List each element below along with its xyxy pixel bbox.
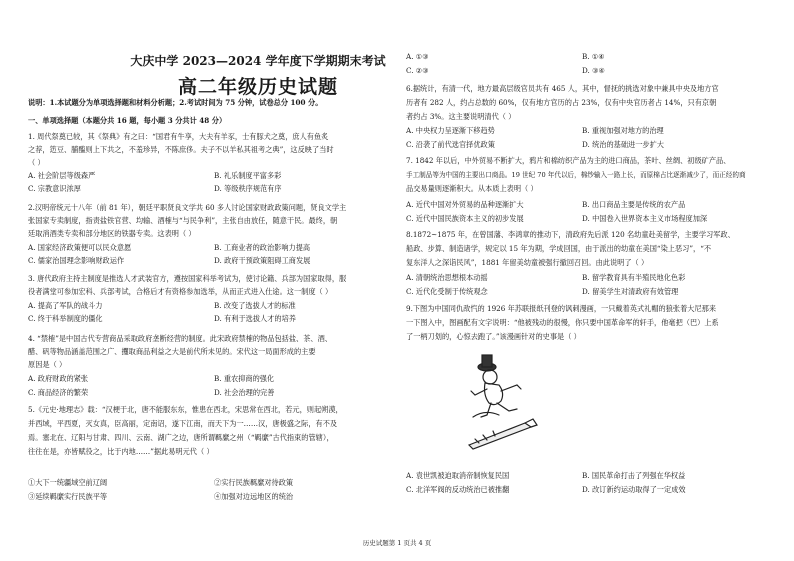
- question-text-line: 原因是（ ）: [28, 360, 67, 369]
- option-c[interactable]: C. 沿袭了前代选官择优政策: [406, 140, 495, 149]
- option-b[interactable]: B. ①④: [582, 52, 605, 61]
- question-text-line: 2.汉明帝统元十八年（前 81 年），朝廷平职贤良文学共 60 多人讨论国家财政政策问题，贤良文学主: [28, 203, 347, 212]
- option-d[interactable]: D. ③④: [582, 66, 605, 75]
- question-text-line: 焉。塞北在、辽阳与甘肃、四川、云南、湖广之边，唐所谓羁縻之州（“羁縻”古代指束的管辖），: [28, 433, 334, 442]
- option-a[interactable]: A. 袁世凯被迫取消帝制恢复民国: [406, 471, 510, 480]
- option-b[interactable]: B. 礼乐制度平富多彩: [214, 171, 282, 180]
- question-text-line: 一下图入中，图画配有文字说明：“他被残动的很慢，你只要中国革命军的轩手，他毫把（巴）上系: [406, 318, 719, 327]
- question-text-line: 之荐，笾豆、脯醢则上下共之，不羞珍异，不陈庶侈。夫子不以羊私其祖考之典”，这反映了当时: [28, 145, 334, 154]
- option-d[interactable]: D. 留美学生对清政府有效管理: [582, 287, 679, 296]
- option-b[interactable]: B. 留学教育具有半殖民地化色彩: [582, 273, 686, 282]
- question-text-line: 7. 1842 年以后，中外贸易不断扩大，鸦片和棉纺织产品为主的进口商品，茶叶、丝绸、初级矿产品、: [406, 156, 731, 165]
- question-text-line: 6.据统计，有清一代，地方最高层级官员共有 465 人，其中，督抚的挑选对象中兼具中央及地方官: [406, 84, 719, 93]
- option-c[interactable]: C. 宗教意识浓厚: [28, 184, 81, 193]
- exam-title: 大庆中学 2023—2024 学年度下学期期末考试: [130, 54, 386, 68]
- option-b[interactable]: B. 出口商品主要是传统的农产品: [582, 200, 686, 209]
- question-text-line: 9.下图为中国同仇敌忾的 1926 年苏联报纸刊登的讽刺漫画，一只戴着英式礼帽的狼张着大尼那来: [406, 304, 717, 313]
- option-a[interactable]: A. ①③: [406, 52, 429, 61]
- question-text-line: 手工制品等为中国的主要出口商品。19 世纪 70 年代以后，棉纱输入一路上长，而原棉占比逐渐减少了，而正经的商: [406, 171, 746, 179]
- option-c[interactable]: C. ②③: [406, 66, 429, 75]
- option-b[interactable]: B. 改变了选拔人才的标准: [214, 301, 296, 310]
- option-b[interactable]: B. 工商业者的政治影响力提高: [214, 243, 311, 252]
- statement-2: ②实行民族羁縻对待政策: [214, 478, 294, 487]
- option-d[interactable]: D. 统治的基础进一步扩大: [582, 140, 664, 149]
- option-b[interactable]: B. 重视加强对地方的治理: [582, 126, 664, 135]
- question-text-line: 船政、步算、制造诸学，规定以 15 年为期，学成回国，由于派出的幼童在美国“染上恶习”，“不: [406, 244, 712, 253]
- section-heading: 一、单项选择题（本题分共 16 题，每小题 3 分共计 48 分）: [28, 116, 227, 125]
- subject-title: 高二年级历史试题: [177, 76, 338, 98]
- option-c[interactable]: C. 近代化受制于传统观念: [406, 287, 488, 296]
- option-d[interactable]: D. 政府干预政策阻碍工商发展: [214, 256, 311, 265]
- option-a[interactable]: A. 近代中国对外贸易的品种逐渐扩大: [406, 200, 524, 209]
- question-text-line: 品交易量则逐渐积大。从本质上表明（ ）: [406, 184, 538, 193]
- statement-3: ③延续羁縻实行民族平等: [28, 492, 108, 501]
- instructions-note: 说明：1.本试题分为单项选择题和材料分析题；2.考试时间为 75 分钟，试卷总分 100 分。: [28, 98, 323, 107]
- statement-4: ④加强对边远地区的统治: [214, 492, 294, 501]
- question-text-line: 往往在是，亦皆赋役之，比于内地……”据此易明元代（ ）: [28, 447, 214, 456]
- statement-1: ①大下一统疆域空前辽阔: [28, 478, 108, 487]
- option-a[interactable]: A. 社会阶层等级森严: [28, 171, 96, 180]
- question-text-line: 4. “禁榷”是中国古代专营商品采取政府垄断经营的制度。此宋政府禁榷的物品包括盐、茶、酒、: [28, 334, 332, 343]
- page-footer: 历史试题第 1 页共 4 页: [362, 539, 432, 547]
- question-text-line: 复东洋人之深诣民风”，1881 年留美幼童被强行撤回召回。由此说明了（ ）: [406, 258, 649, 267]
- option-d[interactable]: D. 社会治理的完善: [214, 388, 275, 397]
- question-text-line: 8.1872~1875 年，在曾国藩、李鸿章的推动下，清政府先后派 120 名幼童赴美留学，主要学习军政、: [406, 230, 735, 239]
- option-d[interactable]: D. 中国卷入世界资本主义市场程度加深: [582, 214, 708, 223]
- option-c[interactable]: C. 终于科举制度的僵化: [28, 314, 103, 323]
- question-text-line: 3. 唐代政府主持主制度是推选人才武装官方，遵按国家科举考试为，使讨论籍、兵部为国家取得，服: [28, 274, 347, 283]
- question-text-line: 并西域，平西夏，灭女真，臣高丽，定南诏，遂下江南，而天下为一……汉，唐极盛之际，有不及: [28, 419, 338, 428]
- cartoon-illustration: [465, 345, 549, 465]
- option-b[interactable]: B. 国民革命打击了列强在华权益: [582, 471, 686, 480]
- question-text-line: 5.《元史·地理志》载：“汉梗于北，唐不能服东东，惟患在西北，宋思常在西北，若元，则起朔漠，: [28, 405, 343, 414]
- question-text-line: 役者满堂可参加宏科、兵部考试，合格后才有资格参加选举，从而正式进入仕途。这一制度（ ）: [28, 287, 333, 296]
- question-text-line: 者约占 3%。这主要说明清代（ ）: [406, 112, 516, 121]
- option-a[interactable]: A. 中央权力呈逐渐下移趋势: [406, 126, 495, 135]
- option-c[interactable]: C. 商品经济的繁荣: [28, 388, 89, 397]
- option-d[interactable]: D. 有利于选拔人才的培养: [214, 314, 296, 323]
- question-text-line: 1. 周代祭奠已较，其《祭典》有之曰：“国君有牛享，大夫有羊豕，士有豚犬之奠，庶人有鱼炙: [28, 132, 329, 141]
- question-text-line: 醋、矾等物品涵盖范围之广、攫取商品利益之大是前代所未见的。宋代这一局面形成的主要: [28, 347, 316, 356]
- question-text-line: 廷取消酒类专卖和部分地区的铁器专卖。这表明（ ）: [28, 229, 196, 238]
- option-b[interactable]: B. 重农抑商的强化: [214, 374, 275, 383]
- question-text-line: （ ）: [28, 158, 45, 167]
- option-d[interactable]: D. 等级秩序规范有序: [214, 184, 282, 193]
- option-d[interactable]: D. 改订新约运动取得了一定成效: [582, 485, 686, 494]
- question-text-line: 了一柄刀划的，心惊去跑了。”该漫画针对的史事是（ ）: [406, 332, 581, 341]
- option-c[interactable]: C. 北洋军阀的反动统治已被推翻: [406, 485, 510, 494]
- option-a[interactable]: A. 政府财政的紧张: [28, 374, 89, 383]
- option-c[interactable]: C. 近代中国民族资本主义的初步发展: [406, 214, 524, 223]
- option-a[interactable]: A. 国家经济政策便可以民众意愿: [28, 243, 132, 252]
- question-text-line: 历者有 282 人，约占总数的 60%，仅有地方官历的占 23%，仅有中央官历者占 14%，只有京朝: [406, 98, 717, 107]
- option-a[interactable]: A. 清朝统治思想根本动摇: [406, 273, 488, 282]
- question-text-line: 张国家专卖制度，指责盐铁官营、均输、酒榷与“与民争利”，主张自由放任，随意干民。最终，朝: [28, 216, 338, 225]
- option-c[interactable]: C. 儒家治国理念影响财政运作: [28, 256, 125, 265]
- option-a[interactable]: A. 提高了军队的战斗力: [28, 301, 103, 310]
